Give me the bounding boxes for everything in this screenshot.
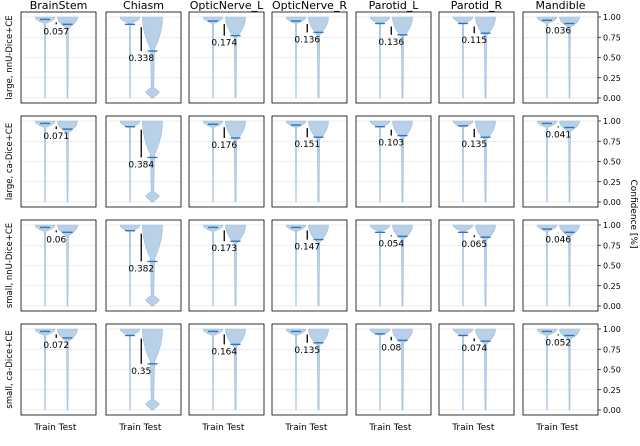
y-tick-label: 1.00 (603, 13, 621, 22)
panel-3-6 (523, 324, 598, 415)
y-tick-label: 0.00 (603, 302, 621, 311)
x-tick-label: Train (34, 423, 56, 433)
y-tick-label: 0.75 (603, 33, 621, 43)
gap-label: 0.052 (545, 338, 572, 349)
gap-label: 0.103 (378, 138, 405, 149)
gap-label: 0.151 (294, 140, 321, 151)
column-title: Parotid_R (450, 0, 503, 12)
panel-0-2 (189, 12, 264, 103)
gap-label: 0.382 (128, 264, 155, 275)
panel-0-4 (356, 12, 431, 103)
x-tick-label: Train (452, 423, 474, 433)
panel-2-5 (439, 220, 514, 311)
gap-label: 0.057 (43, 27, 70, 38)
panel-3-0 (21, 324, 96, 415)
x-tick-label: Test (476, 423, 495, 433)
column-title: OpticNerve_L (189, 0, 264, 12)
panel-2-6 (523, 220, 598, 311)
y-tick-label: 0.00 (603, 198, 621, 207)
row-label: large, ca-Dice+CE (5, 122, 15, 201)
column-title: Parotid_L (368, 0, 419, 12)
gap-label: 0.046 (545, 235, 572, 246)
gap-label: 0.35 (131, 366, 152, 377)
gap-label: 0.036 (545, 26, 572, 37)
row-label: small, nnU-Dice+CE (5, 222, 15, 309)
panel-2-2 (189, 220, 264, 311)
y-tick-label: 0.25 (603, 385, 621, 395)
gap-label: 0.072 (43, 340, 70, 351)
y-tick-label: 0.50 (603, 157, 621, 167)
gap-label: 0.065 (461, 240, 488, 251)
x-tick-label: Train (202, 423, 224, 433)
panel-1-4 (356, 116, 431, 207)
gap-label: 0.338 (128, 54, 155, 65)
panel-2-0 (21, 220, 96, 311)
column-title: Mandible (535, 0, 586, 12)
y-tick-label: 0.25 (603, 177, 621, 187)
panel-1-5 (439, 116, 514, 207)
panel-1-2 (189, 116, 264, 207)
y-tick-label: 1.00 (603, 117, 621, 126)
gap-label: 0.173 (211, 244, 238, 255)
gap-label: 0.074 (461, 344, 488, 355)
x-tick-label: Train (369, 423, 391, 433)
x-tick-label: Test (143, 423, 162, 433)
panel-1-0 (21, 116, 96, 207)
x-tick-label: Test (58, 423, 77, 433)
gap-label: 0.115 (461, 36, 488, 47)
gap-label: 0.135 (294, 345, 321, 356)
panel-2-3 (272, 220, 347, 311)
y-tick-label: 0.25 (603, 281, 621, 291)
y-tick-label: 0.25 (603, 73, 621, 83)
panel-0-0 (21, 12, 96, 103)
panel-3-3 (272, 324, 347, 415)
y-tick-label: 0.50 (603, 53, 621, 63)
y-tick-label: 0.00 (603, 94, 621, 103)
panel-2-4 (356, 220, 431, 311)
gap-label: 0.054 (378, 239, 405, 250)
y-axis-label: Confidence [%] (628, 179, 638, 249)
x-tick-label: Test (560, 423, 579, 433)
y-tick-label: 0.50 (603, 261, 621, 271)
x-tick-label: Train (536, 423, 558, 433)
gap-label: 0.136 (378, 37, 405, 48)
gap-label: 0.06 (46, 235, 67, 246)
y-tick-label: 1.00 (603, 325, 621, 334)
gap-label: 0.135 (461, 140, 488, 151)
row-label: large, nnU-Dice+CE (5, 15, 15, 100)
gap-label: 0.176 (211, 141, 238, 152)
y-tick-label: 1.00 (603, 221, 621, 230)
panel-1-1 (106, 116, 181, 207)
labels-layer (5, 0, 638, 433)
panel-0-3 (272, 12, 347, 103)
x-tick-label: Test (309, 423, 328, 433)
y-tick-label: 0.75 (603, 345, 621, 355)
gap-label: 0.147 (294, 242, 321, 253)
y-tick-label: 0.00 (603, 406, 621, 415)
y-tick-label: 0.75 (603, 241, 621, 251)
y-tick-label: 0.50 (603, 365, 621, 375)
y-tick-label: 0.75 (603, 137, 621, 147)
gap-label: 0.08 (381, 343, 402, 354)
x-tick-label: Train (285, 423, 307, 433)
row-label: small, ca-Dice+CE (5, 330, 15, 409)
x-tick-label: Test (393, 423, 412, 433)
panel-3-4 (356, 324, 431, 415)
panel-3-2 (189, 324, 264, 415)
gap-label: 0.164 (211, 347, 238, 358)
panel-0-1 (106, 12, 181, 103)
gap-label: 0.384 (128, 160, 155, 171)
gap-label: 0.071 (43, 132, 70, 143)
panel-3-1 (106, 324, 181, 415)
gap-label: 0.136 (294, 35, 321, 46)
panel-2-1 (106, 220, 181, 311)
column-title: OpticNerve_R (272, 0, 347, 12)
x-tick-label: Train (119, 423, 141, 433)
panel-0-5 (439, 12, 514, 103)
panel-0-6 (523, 12, 598, 103)
x-tick-label: Test (226, 423, 245, 433)
column-title: BrainStem (29, 0, 88, 12)
gap-label: 0.174 (211, 38, 238, 49)
gap-label: 0.041 (545, 130, 572, 141)
panel-1-3 (272, 116, 347, 207)
panels-layer (21, 12, 598, 415)
column-title: Chiasm (123, 0, 164, 12)
panel-1-6 (523, 116, 598, 207)
panel-3-5 (439, 324, 514, 415)
